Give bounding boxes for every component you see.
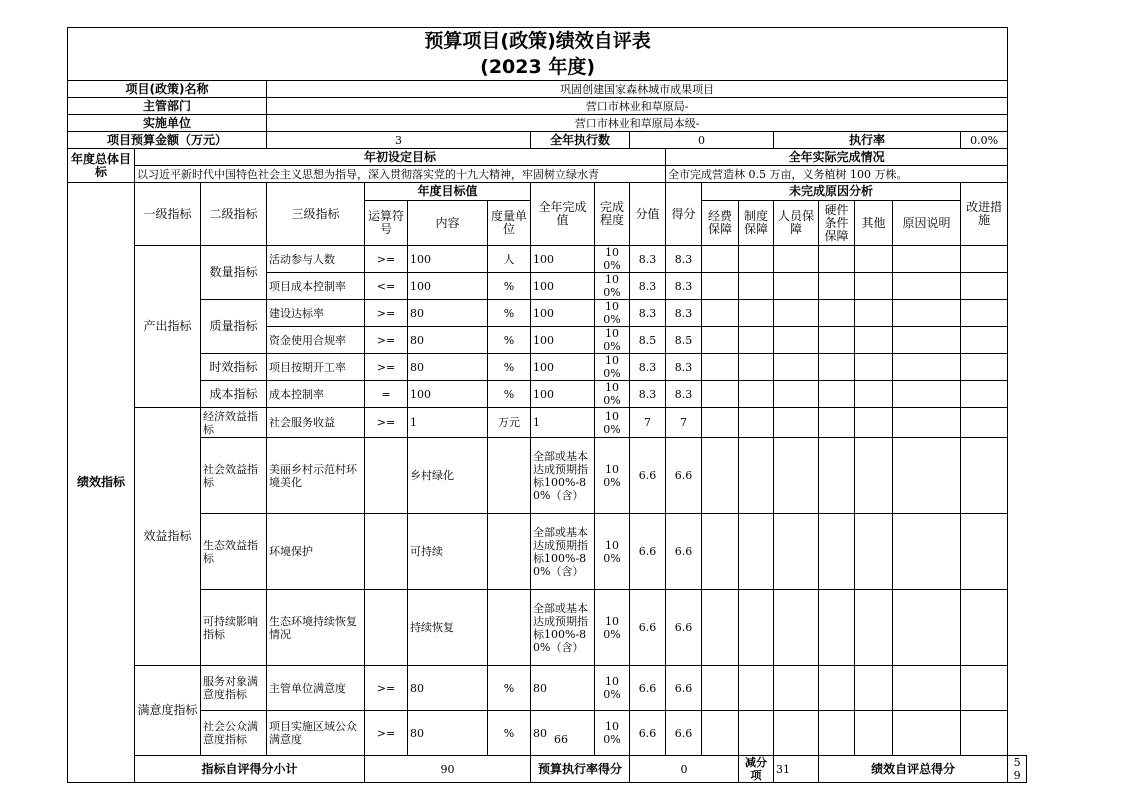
annual-cell: 全部或基本达成预期指标100%-80%（含） [531, 514, 595, 590]
level2-cell: 时效指标 [201, 354, 267, 381]
budget-label: 项目预算金额（万元） [68, 132, 267, 149]
op-cell [365, 590, 408, 666]
degree-cell: 100% [595, 408, 630, 438]
score-cell: 7 [666, 408, 702, 438]
score-value-cell: 8.3 [630, 354, 666, 381]
score-value-cell: 6.6 [630, 711, 666, 756]
op-cell: >= [365, 666, 408, 711]
level2-cell: 质量指标 [201, 300, 267, 354]
evaluation-table [67, 27, 1027, 783]
unit-cell: 万元 [488, 408, 531, 438]
reason-system-header: 制度保障 [739, 201, 774, 246]
table-row [68, 354, 1027, 381]
perf-indicator-label: 绩效指标 [68, 183, 135, 783]
exec-label: 全年执行数 [531, 132, 630, 149]
budget-value: 3 [267, 132, 531, 149]
total-value: 59 [1008, 756, 1027, 783]
level2-cell: 经济效益指标 [201, 408, 267, 438]
score-cell: 6.6 [666, 666, 702, 711]
annual-goal-label: 年度总体目标 [68, 149, 135, 183]
table-row [68, 246, 1027, 273]
level2-cell: 社会公众满意度指标 [201, 711, 267, 756]
degree-cell: 100% [595, 246, 630, 273]
score-value-cell: 8.5 [630, 327, 666, 354]
unit-cell: % [488, 381, 531, 408]
level2-cell: 社会效益指标 [201, 438, 267, 514]
unit-cell: % [488, 273, 531, 300]
deduct-value: 31 [774, 756, 819, 783]
score-value-cell: 6.6 [630, 514, 666, 590]
dept-value: 营口市林业和草原局- [267, 98, 1008, 115]
level3-cell: 项目成本控制率 [267, 273, 365, 300]
degree-cell: 100% [595, 438, 630, 514]
content-cell: 80 [408, 711, 488, 756]
score-value-cell: 7 [630, 408, 666, 438]
level1-header: 一级指标 [135, 183, 201, 246]
op-cell: >= [365, 354, 408, 381]
unit-header: 度量单位 [488, 201, 531, 246]
reason-staff-header: 人员保障 [774, 201, 819, 246]
subtotal-label: 指标自评得分小计 [135, 756, 365, 783]
group-benefit: 效益指标 [135, 408, 201, 666]
improve-header: 改进措施 [961, 183, 1008, 246]
annual-cell: 全部或基本达成预期指标100%-80%（含） [531, 438, 595, 514]
table-row [68, 300, 1027, 327]
degree-cell: 100% [595, 590, 630, 666]
annual-cell: 100 [531, 327, 595, 354]
subtotal-value: 90 [365, 756, 531, 783]
dept-label: 主管部门 [68, 98, 267, 115]
table-row [68, 514, 1027, 590]
unit-cell [488, 590, 531, 666]
table-row [68, 381, 1027, 408]
annual-cell: 全部或基本达成预期指标100%-80%（含） [531, 590, 595, 666]
unit-value: 营口市林业和草原局本级- [267, 115, 1008, 132]
level3-cell: 建设达标率 [267, 300, 365, 327]
actual-goal-label: 全年实际完成情况 [666, 149, 1008, 166]
reason-note-header: 原因说明 [893, 201, 961, 246]
unit-cell: % [488, 354, 531, 381]
group-satisfaction: 满意度指标 [135, 666, 201, 756]
table-row [68, 590, 1027, 666]
score-value-cell: 8.3 [630, 246, 666, 273]
annual-cell: 1 [531, 408, 595, 438]
project-name: 巩固创建国家森林城市成果项目 [267, 81, 1008, 98]
score-cell: 8.3 [666, 273, 702, 300]
level3-cell: 生态环境持续恢复情况 [267, 590, 365, 666]
score-value-header: 分值 [630, 183, 666, 246]
content-cell: 80 [408, 327, 488, 354]
op-cell [365, 438, 408, 514]
level3-cell: 活动参与人数 [267, 246, 365, 273]
level2-cell: 可持续影响指标 [201, 590, 267, 666]
degree-cell: 100% [595, 381, 630, 408]
score-cell: 8.3 [666, 354, 702, 381]
op-cell: >= [365, 327, 408, 354]
score-header: 得分 [666, 183, 702, 246]
score-cell: 8.5 [666, 327, 702, 354]
level3-cell: 项目按期开工率 [267, 354, 365, 381]
content-cell: 100 [408, 381, 488, 408]
score-cell: 6.6 [666, 711, 702, 756]
annual-cell: 80 [531, 711, 595, 756]
op-cell: >= [365, 408, 408, 438]
page-number: 66 [554, 733, 568, 746]
annual-cell: 100 [531, 381, 595, 408]
content-cell: 80 [408, 666, 488, 711]
level3-cell: 社会服务收益 [267, 408, 365, 438]
degree-cell: 100% [595, 514, 630, 590]
evaluation-sheet [67, 27, 1027, 783]
unit-cell: % [488, 711, 531, 756]
level3-header: 三级指标 [267, 183, 365, 246]
annual-cell: 100 [531, 246, 595, 273]
unit-cell: 人 [488, 246, 531, 273]
score-value-cell: 6.6 [630, 438, 666, 514]
level3-cell: 项目实施区域公众满意度 [267, 711, 365, 756]
total-label: 绩效自评总得分 [819, 756, 1008, 783]
score-value-cell: 8.3 [630, 381, 666, 408]
degree-header: 完成程度 [595, 183, 630, 246]
degree-cell: 100% [595, 666, 630, 711]
level3-cell: 美丽乡村示范村环境美化 [267, 438, 365, 514]
level3-cell: 主管单位满意度 [267, 666, 365, 711]
score-cell: 8.3 [666, 381, 702, 408]
level3-cell: 环境保护 [267, 514, 365, 590]
op-cell [365, 514, 408, 590]
rate-value: 0.0% [961, 132, 1008, 149]
op-cell: >= [365, 300, 408, 327]
unit-cell: % [488, 327, 531, 354]
unit-cell: % [488, 300, 531, 327]
unit-label: 实施单位 [68, 115, 267, 132]
table-row [68, 408, 1027, 438]
level2-cell: 成本指标 [201, 381, 267, 408]
score-value-cell: 8.3 [630, 300, 666, 327]
content-cell: 持续恢复 [408, 590, 488, 666]
level3-cell: 资金使用合规率 [267, 327, 365, 354]
degree-cell: 100% [595, 327, 630, 354]
level2-cell: 生态效益指标 [201, 514, 267, 590]
op-cell: <= [365, 273, 408, 300]
degree-cell: 100% [595, 273, 630, 300]
project-name-label: 项目(政策)名称 [68, 81, 267, 98]
content-cell: 80 [408, 300, 488, 327]
reason-hardware-header: 硬件条件保障 [819, 201, 855, 246]
page-year: (2023 年度) [68, 54, 1008, 81]
reason-funding-header: 经费保障 [702, 201, 739, 246]
reason-other-header: 其他 [855, 201, 893, 246]
actual-goal-text: 全市完成营造林 0.5 万亩，义务植树 100 万株。 [666, 166, 1008, 183]
annual-cell: 100 [531, 354, 595, 381]
content-cell: 100 [408, 246, 488, 273]
unit-cell [488, 438, 531, 514]
annual-cell: 100 [531, 300, 595, 327]
unit-cell: % [488, 666, 531, 711]
content-header: 内容 [408, 201, 488, 246]
score-cell: 6.6 [666, 590, 702, 666]
degree-cell: 100% [595, 711, 630, 756]
op-cell: = [365, 381, 408, 408]
deduct-label: 减分项 [739, 756, 774, 783]
degree-cell: 100% [595, 354, 630, 381]
content-cell: 可持续 [408, 514, 488, 590]
content-cell: 100 [408, 273, 488, 300]
rate-label: 执行率 [774, 132, 961, 149]
content-cell: 80 [408, 354, 488, 381]
target-header: 年度目标值 [365, 183, 531, 201]
page-title: 预算项目(政策)绩效自评表 [68, 28, 1008, 55]
level3-cell: 成本控制率 [267, 381, 365, 408]
unit-cell [488, 514, 531, 590]
score-cell: 8.3 [666, 246, 702, 273]
score-cell: 6.6 [666, 438, 702, 514]
score-cell: 8.3 [666, 300, 702, 327]
degree-cell: 100% [595, 300, 630, 327]
exec-value: 0 [630, 132, 774, 149]
reasons-header: 未完成原因分析 [702, 183, 961, 201]
summary-row [68, 756, 1027, 783]
table-row [68, 666, 1027, 711]
level2-cell: 服务对象满意度指标 [201, 666, 267, 711]
annual-cell: 100 [531, 273, 595, 300]
score-cell: 6.6 [666, 514, 702, 590]
score-value-cell: 6.6 [630, 666, 666, 711]
content-cell: 乡村绿化 [408, 438, 488, 514]
group-output: 产出指标 [135, 246, 201, 408]
score-value-cell: 8.3 [630, 273, 666, 300]
table-row [68, 438, 1027, 514]
budget-score-value: 0 [630, 756, 739, 783]
level2-cell: 数量指标 [201, 246, 267, 300]
annual-cell: 80 [531, 666, 595, 711]
plan-goal-label: 年初设定目标 [135, 149, 666, 166]
op-cell: >= [365, 246, 408, 273]
annual-value-header: 全年完成值 [531, 183, 595, 246]
op-header: 运算符号 [365, 201, 408, 246]
content-cell: 1 [408, 408, 488, 438]
plan-goal-text: 以习近平新时代中国特色社会主义思想为指导，深入贯彻落实党的十九大精神，牢固树立绿水青 [135, 166, 666, 183]
level2-header: 二级指标 [201, 183, 267, 246]
op-cell: >= [365, 711, 408, 756]
score-value-cell: 6.6 [630, 590, 666, 666]
budget-score-label: 预算执行率得分 [531, 756, 630, 783]
